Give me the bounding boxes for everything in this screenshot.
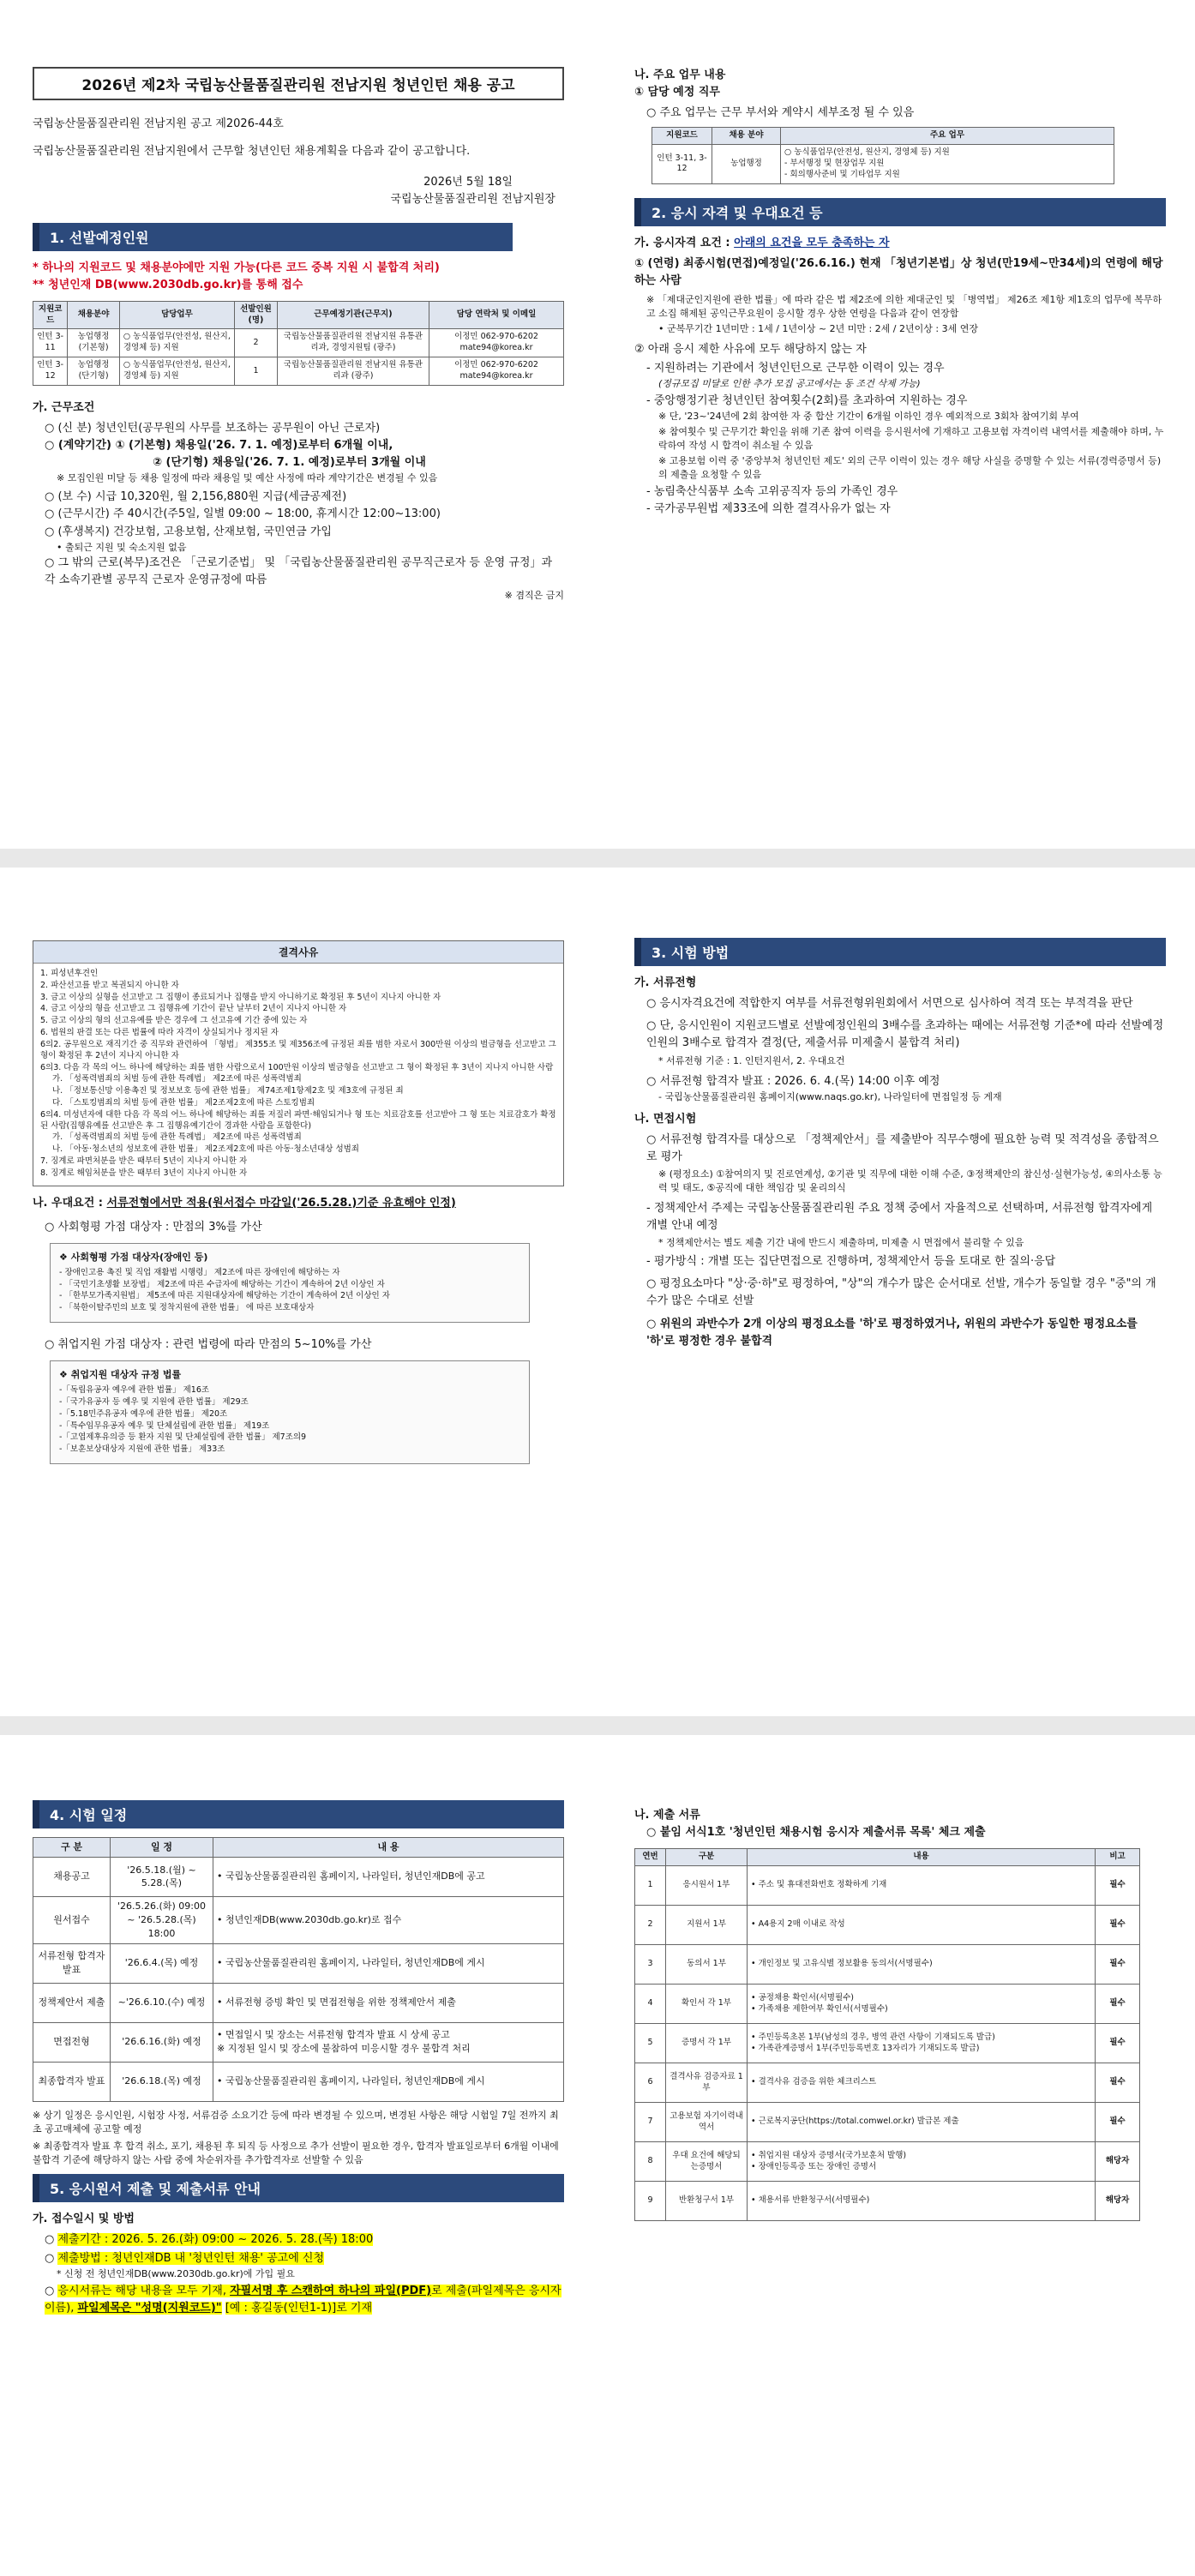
- page2-right-column: [634, 868, 1166, 1350]
- interview-1: ○ 서류전형 합격자를 대상으로 「정책제안서」를 제출받아 직무수행에 필요한 능력 및 적격성을 종합적으로 평가: [646, 1132, 1159, 1163]
- documents-table: [634, 1848, 1140, 2221]
- list-item: - 「한부모가족지원법」 제5조에 따른 지원대상자에 해당하는 기간이 계속하여 2년 이상인 자: [59, 1291, 390, 1301]
- list-item: -「5.18민주유공자 예우에 관한 법률」 제20조: [59, 1408, 228, 1419]
- document-cell: • 주민등록초본 1부(남성의 경우, 병역 관련 사항이 기재되도록 발급) • 가족관계증명서 1부(주민등록번호 13자리가 기재되도록 발급): [748, 2024, 1096, 2063]
- schedule-cell: 최종합격자 발표: [33, 2062, 111, 2101]
- application-files-e: [예 : 홍길동(인턴1-1)]로 기재: [225, 2302, 373, 2315]
- cond-other-note: ※ 겸직은 금지: [504, 589, 564, 601]
- restriction-a: - 지원하려는 기관에서 청년인턴으로 근무한 이력이 있는 경우: [646, 362, 945, 375]
- list-item: -「독립유공자 예우에 관한 법률」 제16조: [59, 1385, 210, 1396]
- list-item: - 「북한이탈주민의 보호 및 정착지원에 관한 법률」 에 따른 보호대상자: [59, 1303, 315, 1313]
- schedule-cell: 면접전형: [33, 2022, 111, 2062]
- recruit-cell: 2: [235, 329, 278, 357]
- screening-criteria: * 서류전형 기준 : 1. 인턴지원서, 2. 우대요건: [658, 1054, 845, 1066]
- table-row: [635, 2024, 1140, 2063]
- page3-left-column: [33, 1735, 564, 2317]
- duties-task: ○ 농식품업무(안전성, 원산지, 경영체 등) 지원 - 부서행정 및 현장업무 지원 - 회의행사준비 및 기타업무 지원: [781, 145, 1114, 183]
- warning-1: * 하나의 지원코드 및 채용분야에만 지원 가능(다른 코드 중복 지원 시 불합격 처리): [33, 261, 440, 274]
- application-method: ○ 제출방법 : 청년인재DB 내 '청년인턴 채용' 공고에 신청: [45, 2251, 325, 2265]
- application-files-d: 파일제목은 "성명(지원코드)": [77, 2302, 222, 2315]
- document-cell: 해당자: [1096, 2182, 1140, 2221]
- schedule-cell: '26.5.26.(화) 09:00 ~ '26.5.28.(목) 18:00: [111, 1896, 213, 1943]
- social-equity-box: [50, 1243, 530, 1323]
- document-cell: 동의서 1부: [666, 1945, 748, 1985]
- table-row: [33, 357, 564, 386]
- list-item: 가. 「성폭력범죄의 처벌 등에 관한 특례법」 제2조에 따른 성폭력범죄: [52, 1074, 302, 1084]
- list-item: 6의3. 다음 각 목의 어느 하나에 해당하는 죄를 범한 사람으로서 100만원 이상의 벌금형을 선고받고 그 형이 확정된 후 3년이 지나지 아니한 사람: [40, 1062, 554, 1072]
- page3-right-column: [634, 1735, 1166, 2221]
- notice-date: 2026년 5월 18일: [423, 176, 513, 189]
- duties-th-field: 채용 분야: [712, 128, 781, 145]
- schedule-cell: '26.5.18.(월) ~ 5.28.(목): [111, 1857, 213, 1896]
- document-cell: • 취업지원 대상자 증명서(국가보훈처 발행) • 장애인등록증 또는 장애인 증명서: [748, 2142, 1096, 2182]
- document-cell: 필수: [1096, 1866, 1140, 1906]
- list-item: 4. 금고 이상의 형을 선고받고 그 집행유예 기간이 끝난 날부터 2년이 지나지 아니한 자: [40, 1004, 347, 1014]
- screening-1: ○ 응시자격요건에 적합한지 여부를 서류전형위원회에서 서면으로 심사하여 적격 또는 부적격을 판단: [646, 997, 1133, 1011]
- duties-note: ○ 주요 업무는 근무 부서와 계약시 세부조정 될 수 있음: [646, 106, 915, 120]
- document-cell: • 채용서류 반환청구서(서명필수): [748, 2182, 1096, 2221]
- schedule-table: [33, 1837, 564, 2102]
- document-cell: 해당자: [1096, 2142, 1140, 2182]
- table-row: [635, 1906, 1140, 1945]
- schedule-cell: 원서접수: [33, 1896, 111, 1943]
- application-period-text: 제출기간 : 2026. 5. 26.(화) 09:00 ~ 2026. 5. 28.(목) 18:00: [57, 2232, 374, 2246]
- restriction-b-note2: ※ 참여횟수 및 근무기간 확인을 위해 기존 참여 이력을 응시원서에 기재하고 고용보험 자격이력 내역서를 제출해야 하며, 누락하여 작성 시 합격이 취소될 수 있음: [658, 426, 1164, 452]
- recruit-th: 근무예정기관(근무지): [277, 301, 429, 329]
- list-item: 나. 「정보통신망 이용촉진 및 정보보호 등에 관한 법률」 제74조제1항제2호 및 제3호에 규정된 죄: [52, 1086, 404, 1096]
- table-row: [635, 2142, 1140, 2182]
- table-row: [33, 1983, 564, 2022]
- document-cell: 지원서 1부: [666, 1906, 748, 1945]
- list-item: 2. 파산선고를 받고 복권되지 아니한 자: [40, 980, 179, 990]
- list-item: 다. 「스토킹범죄의 처벌 등에 관한 법률」 제2조제2호에 따른 스토킹범죄: [52, 1097, 315, 1108]
- duties-th-code: 지원코드: [652, 128, 712, 145]
- documents-title: 나. 제출 서류: [634, 1809, 700, 1822]
- cond-pay: ○ (보 수) 시급 10,320원, 월 2,156,880원 지급(세금공제전): [45, 490, 347, 504]
- duties-sub: ① 담당 예정 직무: [634, 86, 720, 99]
- section-5-header: 5. 응시원서 제출 및 제출서류 안내: [33, 2174, 564, 2202]
- schedule-note-1: ※ 상기 일정은 응시인원, 시험장 사정, 서류검증 소요기간 등에 따라 변경될 수 있으며, 변경된 사항은 해당 시험일 7일 전까지 최초 공고매체에 공고할 예정: [33, 2109, 559, 2135]
- list-item: - 「국민기초생활 보장법」 제2조에 따른 수급자에 해당하는 기간이 계속하여 2년 이상인 자: [59, 1279, 385, 1289]
- issuer: 국립농산물품질관리원 전남지원장: [390, 193, 555, 207]
- page1-right-column: [634, 0, 1166, 518]
- document-cell: 필수: [1096, 2024, 1140, 2063]
- application-files-c: 로 제출(파일제목은 응시자 이름),: [45, 2284, 561, 2315]
- page-1: [0, 0, 1195, 849]
- screening-result-note: - 국립농산물품질관리원 홈페이지(www.naqs.go.kr), 나라일터에 면접일정 등 게재: [658, 1090, 1002, 1102]
- document-cell: • 결격사유 검증을 위한 체크리스트: [748, 2063, 1096, 2103]
- list-item: -「보훈보상대상자 지원에 관한 법률」 제33조: [59, 1444, 225, 1455]
- table-row: [33, 1943, 564, 1983]
- cond-hours: ○ (근무시간) 주 40시간(주5일, 일별 09:00 ~ 18:00, 휴게시간 12:00~13:00): [45, 507, 441, 521]
- list-item: 6의2. 공무원으로 재직기간 중 직무와 관련하여 「형법」 제355조 및 제356조에 규정된 죄를 범한 자로서 300만원 이상의 벌금형을 선고받고 그 형이 확정된 후 2년이 지나지 아니한 자: [40, 1039, 556, 1060]
- section-1-header: 1. 선발예정인원: [33, 223, 513, 251]
- restriction-d: - 국가공무원법 제33조에 의한 결격사유가 없는 자: [646, 502, 891, 516]
- documents-note: ○ 붙임 서식1호 '청년인턴 채용시험 응시자 제출서류 목록' 체크 제출: [646, 1826, 986, 1840]
- document-cell: 필수: [1096, 1906, 1140, 1945]
- interview-proposal: - 정책제안서 주제는 국립농산물품질관리원 주요 정책 중에서 자율적으로 선택하며, 서류전형 합격자에게 개별 안내 예정: [646, 1201, 1153, 1233]
- schedule-cell: • 면접일시 및 장소는 서류전형 합격자 발표 시 상세 공고 ※ 지정된 일시 및 장소에 불참하여 미응시할 경우 불합격 처리: [213, 2022, 564, 2062]
- table-row: [33, 1857, 564, 1896]
- interview-proposal-note: * 정책제안서는 별도 제출 기간 내에 반드시 제출하며, 미제출 시 면접에서 불리할 수 있음: [658, 1237, 1024, 1249]
- table-row: [635, 2103, 1140, 2142]
- schedule-cell: • 국립농산물품질관리원 홈페이지, 나라일터, 청년인재DB에 게시: [213, 2062, 564, 2101]
- document-cell: • 개인정보 및 고유식별 정보활용 동의서(서명필수): [748, 1945, 1096, 1985]
- table-row: [635, 2063, 1140, 2103]
- qual-age-note: ※ 「제대군인지원에 관한 법률」에 따라 같은 법 제2조에 의한 제대군인 및 「병역법」 제26조 제1항 제1호의 업무에 복무하고 소집 해제된 공익근무요원이 응시할 경우 상한 연령을 다음과 같이 연장함: [646, 294, 1162, 320]
- recruitment-table: [33, 301, 564, 386]
- page-3: [0, 1735, 1195, 2576]
- recruit-cell: 인턴 3-12: [33, 357, 68, 386]
- document-cell: 3: [635, 1945, 666, 1985]
- table-row: [635, 2182, 1140, 2221]
- docs-th-content: 내용: [748, 1849, 1096, 1866]
- qual-age-extension: • 군복무기간 1년미만 : 1세 / 1년이상 ~ 2년 미만 : 2세 / 2년이상 : 3세 연장: [658, 322, 978, 334]
- cond-other: ○ 그 밖의 근로(복무)조건은 「근로기준법」 및 「국립농산물품질관리원 공무직근로자 등 운영 규정」과 각 소속기관별 공무직 근로자 운영규정에 따름: [45, 555, 553, 586]
- recruit-cell: 농업행정 (기본형): [68, 329, 119, 357]
- application-title: 가. 접수일시 및 방법: [33, 2212, 135, 2225]
- list-item: 5. 금고 이상의 형의 선고유예를 받은 경우에 그 선고유예 기간 중에 있는 자: [40, 1016, 308, 1026]
- preference-social: ○ 사회형평 가점 대상자 : 만점의 3%를 가산: [45, 1220, 262, 1234]
- list-item: 1. 피성년후견인: [40, 969, 99, 978]
- application-method-note: * 신청 전 청년인재DB(www.2030db.go.kr)에 가입 필요: [57, 2267, 295, 2279]
- application-method-text: 제출방법 : 청년인재DB 내 '청년인턴 채용' 공고에 신청: [57, 2251, 325, 2265]
- qualification-link: 아래의 요건을 모두 충족하는 자: [734, 236, 890, 249]
- qualification-title: [634, 235, 1166, 252]
- document-cell: 7: [635, 2103, 666, 2142]
- disqualification-box: [33, 940, 564, 1186]
- schedule-cell: 정책제안서 제출: [33, 1983, 111, 2022]
- interview-rating: ○ 평정요소마다 "상·중·하"로 평정하여, "상"의 개수가 많은 순서대로 선발, 개수가 동일할 경우 "중"의 개수가 많은 수대로 선발: [646, 1277, 1156, 1308]
- recruit-th: 담당업무: [119, 301, 234, 329]
- list-item: - 장애인고용 촉진 및 직업 재활법 시행령」 제2조에 따른 장애인에 해당하는 자: [59, 1267, 340, 1277]
- section-2-header: 2. 응시 자격 및 우대요건 등: [634, 198, 1166, 226]
- recruit-th: 지원코드: [33, 301, 68, 329]
- schedule-cell: 채용공고: [33, 1857, 111, 1896]
- document-cell: 필수: [1096, 1985, 1140, 2024]
- page-title: 2026년 제2차 국립농산물품질관리원 전남지원 청년인턴 채용 공고: [33, 67, 564, 100]
- cond-welfare: ○ (후생복지) 건강보험, 고용보험, 산재보험, 국민연금 가입: [45, 525, 332, 538]
- employment-support-box: [50, 1360, 530, 1464]
- qualification-label: 가. 응시자격 요건 :: [634, 236, 735, 249]
- document-cell: 9: [635, 2182, 666, 2221]
- page1-left-column: [33, 0, 564, 603]
- duties-code: 인턴 3-11, 3-12: [652, 145, 712, 183]
- cond-contract-short: ② (단기형) 채용일('26. 7. 1. 예정)로부터 3개월 이내: [153, 456, 426, 470]
- docs-th-no: 연번: [635, 1849, 666, 1866]
- table-row: [33, 2062, 564, 2101]
- page-2: [0, 868, 1195, 1716]
- recruit-cell: 이정민 062-970-6202 mate94@korea.kr: [429, 357, 563, 386]
- table-row: [33, 2022, 564, 2062]
- table-row: [635, 1945, 1140, 1985]
- list-item: 나. 「아동·청소년의 성보호에 관한 법률」 제2조제2호에 따른 아동·청소년대상 성범죄: [52, 1144, 359, 1155]
- qual-age: ① (연령) 최종시험(면접)예정일('26.6.16.) 현재 「청년기본법」상 청년(만19세~만34세)의 연령에 해당하는 사람: [634, 256, 1163, 287]
- restriction-b-note1: ※ 단, '23~'24년에 2회 참여한 자 중 합산 기간이 6개월 이하인 경우 예외적으로 3회차 참여기회 부여: [658, 411, 1079, 423]
- document-cell: 필수: [1096, 1945, 1140, 1985]
- docs-th-type: 구분: [666, 1849, 748, 1866]
- recruit-cell: 인턴 3-11: [33, 329, 68, 357]
- qual-restriction: ② 아래 응시 제한 사유에 모두 해당하지 않는 자: [634, 342, 867, 356]
- list-item: 6. 법원의 판결 또는 다른 법률에 따라 자격이 상실되거나 정지된 자: [40, 1028, 279, 1038]
- work-conditions-title: 가. 근무조건: [33, 400, 95, 414]
- document-screening-title: 가. 서류전형: [634, 976, 697, 989]
- duties-th-task: 주요 업무: [781, 128, 1114, 145]
- preference-label: 나. 우대요건 :: [33, 1196, 107, 1210]
- document-cell: 증명서 각 1부: [666, 2024, 748, 2063]
- document-cell: 2: [635, 1906, 666, 1945]
- list-item: 3. 금고 이상의 실형을 선고받고 그 집행이 종료되거나 집행을 받지 아니하기로 확정된 후 5년이 지나지 아니한 자: [40, 992, 441, 1002]
- list-item: 6의4. 미성년자에 대한 다음 각 목의 어느 하나에 해당하는 죄를 저질러 파면·해임되거나 형 또는 치료감호를 선고받아 그 형 또는 치료감호가 확정된 사람(집행유예를 선고받은 후 그 집행유예기간이 경과한 사람을 포함한다): [40, 1109, 556, 1131]
- page2-left-column: [33, 868, 564, 1464]
- recruit-cell: ○ 농식품업무(안전성, 원산지, 경영체 등) 지원: [119, 357, 234, 386]
- cond-contract-note: ※ 모집인원 미달 등 채용 일정에 따라 채용일 및 예산 사정에 따라 계약기간은 변경될 수 있음: [57, 472, 438, 484]
- document-cell: 반환청구서 1부: [666, 2182, 748, 2221]
- interview-method: - 평가방식 : 개별 또는 집단면접으로 진행하며, 정책제안서 등을 토대로 한 질의·응답: [646, 1255, 1056, 1269]
- table-row: [33, 1896, 564, 1943]
- recruit-th: 담당 연락처 및 이메일: [429, 301, 563, 329]
- schedule-cell: '26.6.4.(목) 예정: [111, 1943, 213, 1983]
- recruit-cell: 1: [235, 357, 278, 386]
- recruit-cell: 국립농산물품질관리원 전남지원 유통관리과 (광주): [277, 357, 429, 386]
- restriction-c: - 농림축산식품부 소속 고위공직자 등의 가족인 경우: [646, 484, 898, 498]
- section-3-header: 3. 시험 방법: [634, 938, 1166, 966]
- document-cell: 6: [635, 2063, 666, 2103]
- document-cell: • A4용지 2매 이내로 작성: [748, 1906, 1096, 1945]
- section-4-header: 4. 시험 일정: [33, 1800, 564, 1828]
- cond-contract: ○ (계약기간) ① (기본형) 채용일('26. 7. 1. 예정)로부터 6개월 이내,: [45, 439, 393, 452]
- schedule-th-type: 구 분: [33, 1838, 111, 1858]
- cond-status: ○ (신 분) 청년인턴(공무원의 사무를 보조하는 공무원이 아닌 근로자): [45, 421, 381, 435]
- document-cell: 고용보험 자기이력내역서: [666, 2103, 748, 2142]
- duties-title: 나. 주요 업무 내용: [634, 69, 726, 81]
- recruit-cell: 농업행정 (단기형): [68, 357, 119, 386]
- restriction-b-note3: ※ 고용보험 이력 중 '중앙부처 청년인턴 제도' 외의 근무 이력이 있는 경우 해당 사실을 증명할 수 있는 서류(경력증명서 등)의 제출을 요청할 수 있음: [658, 455, 1162, 481]
- list-item: 7. 징계로 파면처분을 받은 때부터 5년이 지나지 아니한 자: [40, 1156, 248, 1166]
- preference-employment: ○ 취업지원 가점 대상자 : 관련 법령에 따라 만점의 5~10%를 가산: [45, 1338, 372, 1352]
- recruit-cell: ○ 농식품업무(안전성, 원산지, 경영체 등) 지원: [119, 329, 234, 357]
- recruit-th: 선발인원(명): [235, 301, 278, 329]
- disqualification-list: [33, 964, 563, 1186]
- schedule-cell: • 국립농산물품질관리원 홈페이지, 나라일터, 청년인재DB에 게시: [213, 1943, 564, 1983]
- table-row: [635, 1866, 1140, 1906]
- interview-fail: ○ 위원의 과반수가 2개 이상의 평정요소를 '하'로 평정하였거나, 위원의 과반수가 동일한 평정요소를 '하'로 평정한 경우 불합격: [646, 1317, 1138, 1348]
- schedule-th-date: 일 정: [111, 1838, 213, 1858]
- document-cell: 응시원서 1부: [666, 1866, 748, 1906]
- duties-table: [652, 127, 1114, 183]
- screening-2: ○ 단, 응시인원이 지원코드별로 선발예정인원의 3배수를 초과하는 때에는 서류전형 기준*에 따라 선발예정인원의 3배수로 합격자 결정(단, 제출서류 미제출시 불합격 처리): [646, 1019, 1164, 1050]
- document-cell: 결격사유 검증자료 1부: [666, 2063, 748, 2103]
- schedule-th-content: 내 용: [213, 1838, 564, 1858]
- document-cell: • 공정채용 확인서(서명필수) • 가족채용 제한여부 확인서(서명필수): [748, 1985, 1096, 2024]
- schedule-note-2: ※ 최종합격자 발표 후 합격 취소, 포기, 채용된 후 퇴직 등 사정으로 추가 선발이 필요한 경우, 합격자 발표일로부터 6개월 이내에 불합격 기준에 해당하지 않는 사람 중에 차순위자를 추가합격자로 선발할 수 있음: [33, 2140, 559, 2165]
- schedule-cell: • 서류전형 증빙 확인 및 면접전형을 위한 정책제안서 제출: [213, 1983, 564, 2022]
- schedule-cell: • 국립농산물품질관리원 홈페이지, 나라일터, 청년인재DB에 공고: [213, 1857, 564, 1896]
- employment-support-title: ❖ 취업지원 대상자 규정 법률: [59, 1369, 182, 1381]
- document-cell: 5: [635, 2024, 666, 2063]
- interview-factors: ※ (평정요소) ①참여의지 및 진로연계성, ②기관 및 직무에 대한 이해 수준, ③정책제안의 참신성·실현가능성, ④의사소통 능력 및 태도, ⑤공직에 대한 책임감 및 윤리의식: [658, 1168, 1162, 1193]
- recruit-th: 채용분야: [68, 301, 119, 329]
- social-equity-list: [59, 1268, 520, 1314]
- document-cell: 1: [635, 1866, 666, 1906]
- application-period: ○ 제출기간 : 2026. 5. 26.(화) 09:00 ~ 2026. 5. 28.(목) 18:00: [45, 2232, 374, 2246]
- document-cell: • 주소 및 휴대전화번호 정확하게 기재: [748, 1866, 1096, 1906]
- restriction-a-note: (정규모집 미달로 인한 추가 모집 공고에서는 동 조건 삭제 가능): [658, 378, 921, 390]
- application-files-a: 응시서류는 해당 내용을 모두 기재,: [57, 2284, 231, 2297]
- cond-welfare-note: • 출퇴근 지원 및 숙소지원 없음: [57, 541, 187, 553]
- list-item: 8. 징계로 해임처분을 받은 때부터 3년이 지나지 아니한 자: [40, 1168, 248, 1178]
- social-equity-title: ❖ 사회형평 가점 대상자(장애인 등): [59, 1251, 208, 1263]
- screening-result: ○ 서류전형 합격자 발표 : 2026. 6. 4.(목) 14:00 이후 예정: [646, 1074, 940, 1088]
- recruit-cell: 국립농산물품질관리원 전남지원 유통관리과, 경영지원팀 (광주): [277, 329, 429, 357]
- table-row: [635, 1985, 1140, 2024]
- application-files-b: 자필서명 후 스캔하여 하나의 파일(PDF): [230, 2284, 432, 2297]
- employment-support-list: [59, 1385, 520, 1456]
- list-item: -「고엽제후유의증 등 환자 지원 및 단체설립에 관한 법률」 제7조의9: [59, 1432, 307, 1443]
- list-item: 가. 「성폭력범죄의 처벌 등에 관한 특례법」 제2조에 따른 성폭력범죄: [52, 1132, 302, 1143]
- document-cell: 4: [635, 1985, 666, 2024]
- document-cell: 우대 요건에 해당되는증명서: [666, 2142, 748, 2182]
- document-cell: • 근로복지공단(https://total.comwel.or.kr) 발급본 제출: [748, 2103, 1096, 2142]
- docs-th-note: 비고: [1096, 1849, 1140, 1866]
- schedule-cell: 서류전형 합격자 발표: [33, 1943, 111, 1983]
- list-item: -「특수임무유공자 예우 및 단체설립에 관한 법률」 제19조: [59, 1420, 270, 1431]
- schedule-cell: • 청년인재DB(www.2030db.go.kr)로 접수: [213, 1896, 564, 1943]
- duties-field: 농업행정: [712, 145, 781, 183]
- restriction-b: - 중앙행정기관 청년인턴 참여횟수(2회)를 초과하여 지원하는 경우: [646, 394, 968, 408]
- application-files: ○ 응시서류는 해당 내용을 모두 기재, 자필서명 후 스캔하여 하나의 파일(PDF)로 제출(파일제목은 응시자 이름), 파일제목은 "성명(지원코드)" [예 : 홍길동(인턴1-1)]로 기재: [45, 2284, 561, 2315]
- preference-title: [33, 1195, 564, 1212]
- intro-text: 국립농산물품질관리원 전남지원에서 근무할 청년인턴 채용계획을 다음과 같이 공고합니다.: [33, 145, 471, 159]
- preference-condition: 서류전형에서만 적용(원서접수 마감일('26.5.28.)기준 유효해야 인정): [106, 1196, 456, 1210]
- schedule-cell: '26.6.16.(화) 예정: [111, 2022, 213, 2062]
- warning-2: ** 청년인재 DB(www.2030db.go.kr)를 통해 접수: [33, 278, 303, 291]
- list-item: -「국가유공자 등 예우 및 지원에 관한 법률」 제29조: [59, 1396, 249, 1407]
- notice-number: 국립농산물품질관리원 전남지원 공고 제2026-44호: [33, 117, 284, 130]
- recruit-cell: 이정민 062-970-6202 mate94@korea.kr: [429, 329, 563, 357]
- document-cell: 8: [635, 2142, 666, 2182]
- document-cell: 확인서 각 1부: [666, 1985, 748, 2024]
- schedule-cell: ~'26.6.10.(수) 예정: [111, 1983, 213, 2022]
- document-cell: 필수: [1096, 2103, 1140, 2142]
- disqualification-title: 결격사유: [33, 941, 563, 964]
- interview-title: 나. 면접시험: [634, 1112, 697, 1126]
- schedule-cell: '26.6.18.(목) 예정: [111, 2062, 213, 2101]
- document-cell: 필수: [1096, 2063, 1140, 2103]
- table-row: [33, 329, 564, 357]
